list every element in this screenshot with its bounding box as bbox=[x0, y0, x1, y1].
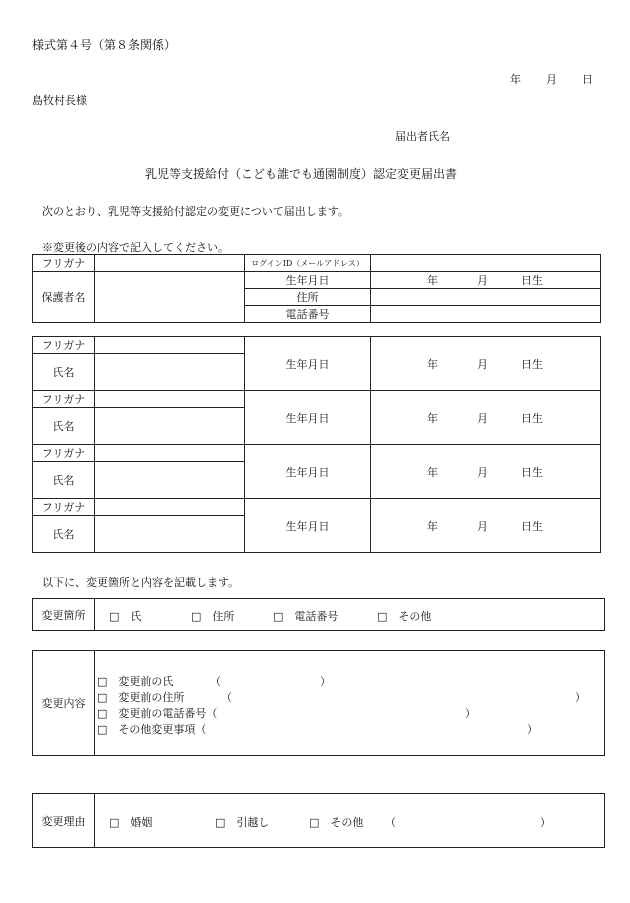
child-furigana-label: フリガナ bbox=[33, 445, 95, 462]
child-birth-day: 日生 bbox=[521, 411, 543, 425]
reason-other-open: （ bbox=[385, 816, 396, 829]
guardian-table bbox=[32, 254, 601, 323]
child-birth-label: 生年月日 bbox=[245, 391, 371, 445]
child-birth-label: 生年月日 bbox=[245, 445, 371, 499]
child-row bbox=[33, 445, 601, 462]
guardian-name-field[interactable] bbox=[95, 272, 245, 323]
checkbox-phone[interactable]: □ 電話番号 bbox=[273, 610, 339, 623]
login-id-label: ログインID（メールアドレス） bbox=[245, 255, 371, 272]
change-reason-label: 変更理由 bbox=[33, 794, 95, 848]
prev-surname-checkbox[interactable]: □ 変更前の氏 bbox=[97, 675, 174, 688]
child-furigana-field[interactable] bbox=[95, 499, 245, 516]
children-table bbox=[32, 336, 601, 553]
child-birth-month: 月 bbox=[477, 465, 488, 479]
guardian-address-field[interactable] bbox=[371, 289, 601, 306]
child-name-field[interactable] bbox=[95, 516, 245, 553]
change-reason-table bbox=[32, 793, 605, 848]
child-birth-day: 日生 bbox=[521, 519, 543, 533]
child-row bbox=[33, 337, 601, 354]
checkbox-reason-other[interactable]: □ その他 bbox=[309, 816, 364, 829]
guardian-address-label: 住所 bbox=[245, 289, 371, 306]
child-birth-field[interactable] bbox=[371, 391, 601, 445]
change-content-label: 変更内容 bbox=[33, 651, 95, 756]
child-birth-year: 年 bbox=[427, 411, 438, 425]
other-change-checkbox[interactable]: □ その他変更事項（ bbox=[97, 723, 207, 736]
child-furigana-field[interactable] bbox=[95, 445, 245, 462]
guardian-name-label: 保護者名 bbox=[33, 272, 95, 323]
child-name-label: 氏名 bbox=[33, 408, 95, 445]
child-name-field[interactable] bbox=[95, 408, 245, 445]
child-furigana-label: フリガナ bbox=[33, 391, 95, 408]
date-year: 年 bbox=[510, 73, 521, 86]
guardian-furigana-label: フリガナ bbox=[33, 255, 95, 272]
prev-phone-close: ） bbox=[465, 707, 476, 720]
intro-text: 次のとおり、乳児等支援給付認定の変更について届出します。 bbox=[42, 205, 349, 218]
checkbox-marriage[interactable]: □ 婚姻 bbox=[109, 816, 153, 829]
guardian-phone-field[interactable] bbox=[371, 306, 601, 323]
guardian-birth-year: 年 bbox=[427, 274, 438, 287]
child-name-field[interactable] bbox=[95, 462, 245, 499]
prev-surname-open: （ bbox=[210, 675, 221, 688]
form-title: 乳児等支援給付（こども誰でも通園制度）認定変更届出書 bbox=[145, 167, 458, 181]
child-birth-month: 月 bbox=[477, 357, 488, 371]
guardian-phone-label: 電話番号 bbox=[245, 306, 371, 323]
login-id-field[interactable] bbox=[371, 255, 601, 272]
child-row bbox=[33, 499, 601, 516]
child-birth-year: 年 bbox=[427, 357, 438, 371]
guardian-birth-label: 生年月日 bbox=[245, 272, 371, 289]
prev-address-checkbox[interactable]: □ 変更前の住所 bbox=[97, 691, 185, 704]
checkbox-moving[interactable]: □ 引越し bbox=[215, 816, 270, 829]
child-name-label: 氏名 bbox=[33, 354, 95, 391]
prev-address-close: ） bbox=[575, 691, 586, 704]
child-birth-day: 日生 bbox=[521, 465, 543, 479]
prev-address-open: （ bbox=[221, 691, 232, 704]
form-number: 様式第４号（第８条関係） bbox=[32, 38, 177, 52]
child-name-label: 氏名 bbox=[33, 462, 95, 499]
changes-intro: 以下に、変更箇所と内容を記載します。 bbox=[42, 576, 240, 589]
change-reason-options bbox=[95, 794, 605, 848]
child-birth-field[interactable] bbox=[371, 445, 601, 499]
child-furigana-label: フリガナ bbox=[33, 499, 95, 516]
child-furigana-label: フリガナ bbox=[33, 337, 95, 354]
change-place-label: 変更箇所 bbox=[33, 599, 95, 631]
guardian-birth-month: 月 bbox=[477, 274, 488, 287]
date-day: 日 bbox=[582, 73, 593, 86]
child-furigana-field[interactable] bbox=[95, 391, 245, 408]
child-birth-day: 日生 bbox=[521, 357, 543, 371]
child-furigana-field[interactable] bbox=[95, 337, 245, 354]
applicant-label: 届出者氏名 bbox=[395, 130, 450, 143]
guardian-furigana-field[interactable] bbox=[95, 255, 245, 272]
reason-other-close: ） bbox=[540, 816, 551, 829]
guardian-birth-field[interactable] bbox=[371, 272, 601, 289]
child-birth-field[interactable] bbox=[371, 337, 601, 391]
child-birth-year: 年 bbox=[427, 519, 438, 533]
change-place-table bbox=[32, 598, 605, 631]
child-birth-field[interactable] bbox=[371, 499, 601, 553]
change-content-table bbox=[32, 650, 605, 756]
checkbox-surname[interactable]: □ 氏 bbox=[109, 610, 142, 623]
child-birth-month: 月 bbox=[477, 519, 488, 533]
change-place-options bbox=[95, 599, 605, 631]
child-name-field[interactable] bbox=[95, 354, 245, 391]
child-birth-year: 年 bbox=[427, 465, 438, 479]
child-name-label: 氏名 bbox=[33, 516, 95, 553]
checkbox-address[interactable]: □ 住所 bbox=[191, 610, 235, 623]
date-month: 月 bbox=[546, 73, 557, 86]
child-birth-label: 生年月日 bbox=[245, 337, 371, 391]
change-content-lines bbox=[95, 651, 605, 756]
checkbox-other[interactable]: □ その他 bbox=[377, 610, 432, 623]
note-text: ※変更後の内容で記入してください。 bbox=[42, 241, 229, 254]
prev-surname-close: ） bbox=[320, 675, 331, 688]
child-birth-label: 生年月日 bbox=[245, 499, 371, 553]
guardian-birth-day: 日生 bbox=[521, 274, 543, 287]
child-row bbox=[33, 391, 601, 408]
prev-phone-checkbox[interactable]: □ 変更前の電話番号（ bbox=[97, 707, 218, 720]
child-birth-month: 月 bbox=[477, 411, 488, 425]
addressee: 島牧村長様 bbox=[32, 94, 87, 107]
other-change-close: ） bbox=[527, 723, 538, 736]
